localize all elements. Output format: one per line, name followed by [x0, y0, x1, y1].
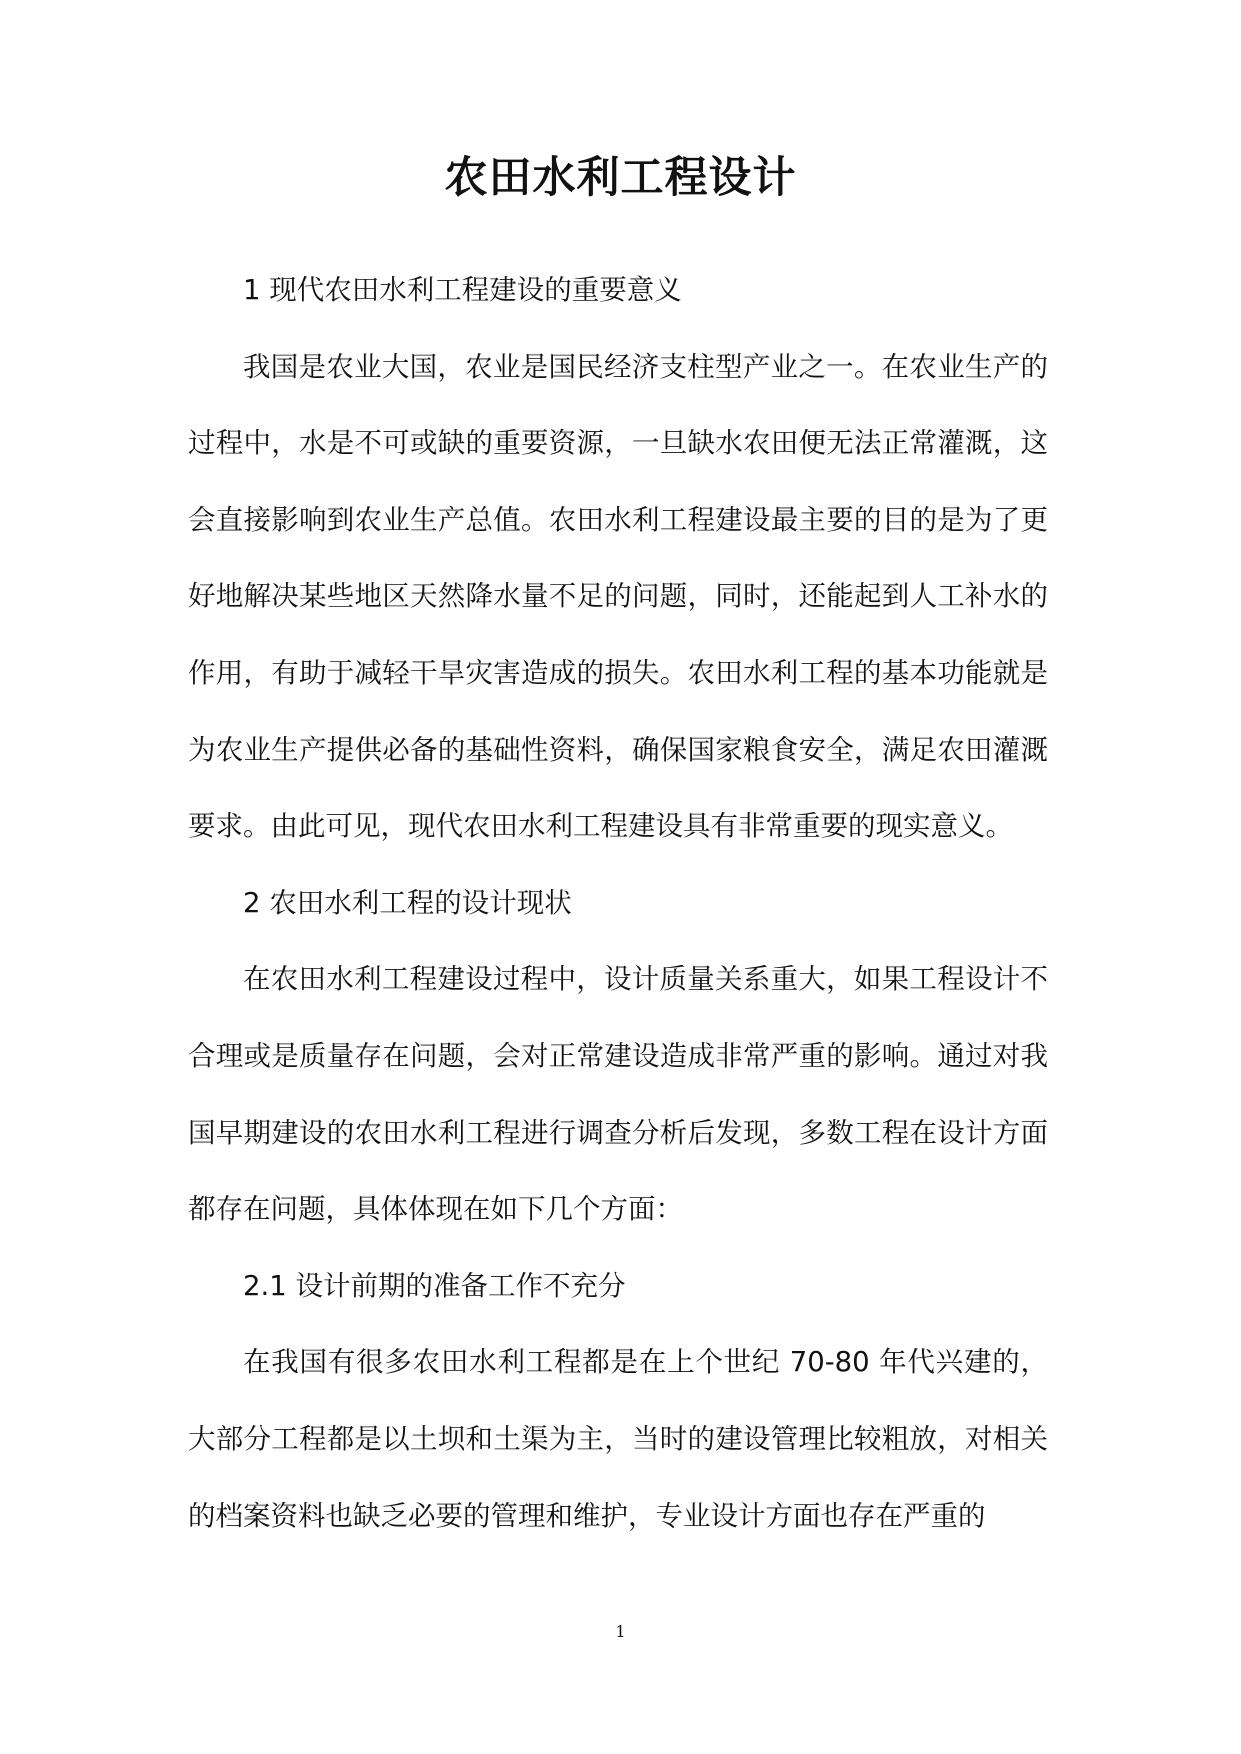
section-heading-2: 2 农田水利工程的设计现状	[243, 886, 572, 919]
document-title: 农田水利工程设计	[444, 153, 797, 203]
section-heading-2-1: 2.1 设计前期的准备工作不充分	[243, 1269, 626, 1302]
section-heading-1: 1 现代农田水利工程建设的重要意义	[243, 274, 682, 306]
paragraph: 我国是农业大国，农业是国民经济支柱型产业之一。在农业生产的过程中，水是不可或缺的重要资源，一旦缺水农田便无法正常灌溉，这会直接影响到农业生产总值。农田水利工程建设最主要的目的是为了更好地解决某些地区天然降水量不足的问题，同时，还能起到人工补水的作用，有助于减轻干旱灾害造成的损失。农田水利工程的基本功能就是为农业生产提供必备的基础性资料，确保国家粮食安全，满足农田灌溉要求。由此可见，现代农田水利工程建设具有非常重要的现实意义。	[188, 350, 1048, 843]
page-number: 1	[615, 1622, 626, 1641]
document-body	[188, 252, 1048, 1554]
paragraph: 在我国有很多农田水利工程都是在上个世纪 70-80 年代兴建的，大部分工程都是以土坝和土渠为主，当时的建设管理比较粗放，对相关的档案资料也缺乏必要的管理和维护，专业设计方面也存在严重的	[188, 1346, 1048, 1532]
paragraph: 在农田水利工程建设过程中，设计质量关系重大，如果工程设计不合理或是质量存在问题，会对正常建设造成非常严重的影响。通过对我国早期建设的农田水利工程进行调查分析后发现，多数工程在设计方面都存在问题，具体体现在如下几个方面：	[188, 963, 1048, 1226]
